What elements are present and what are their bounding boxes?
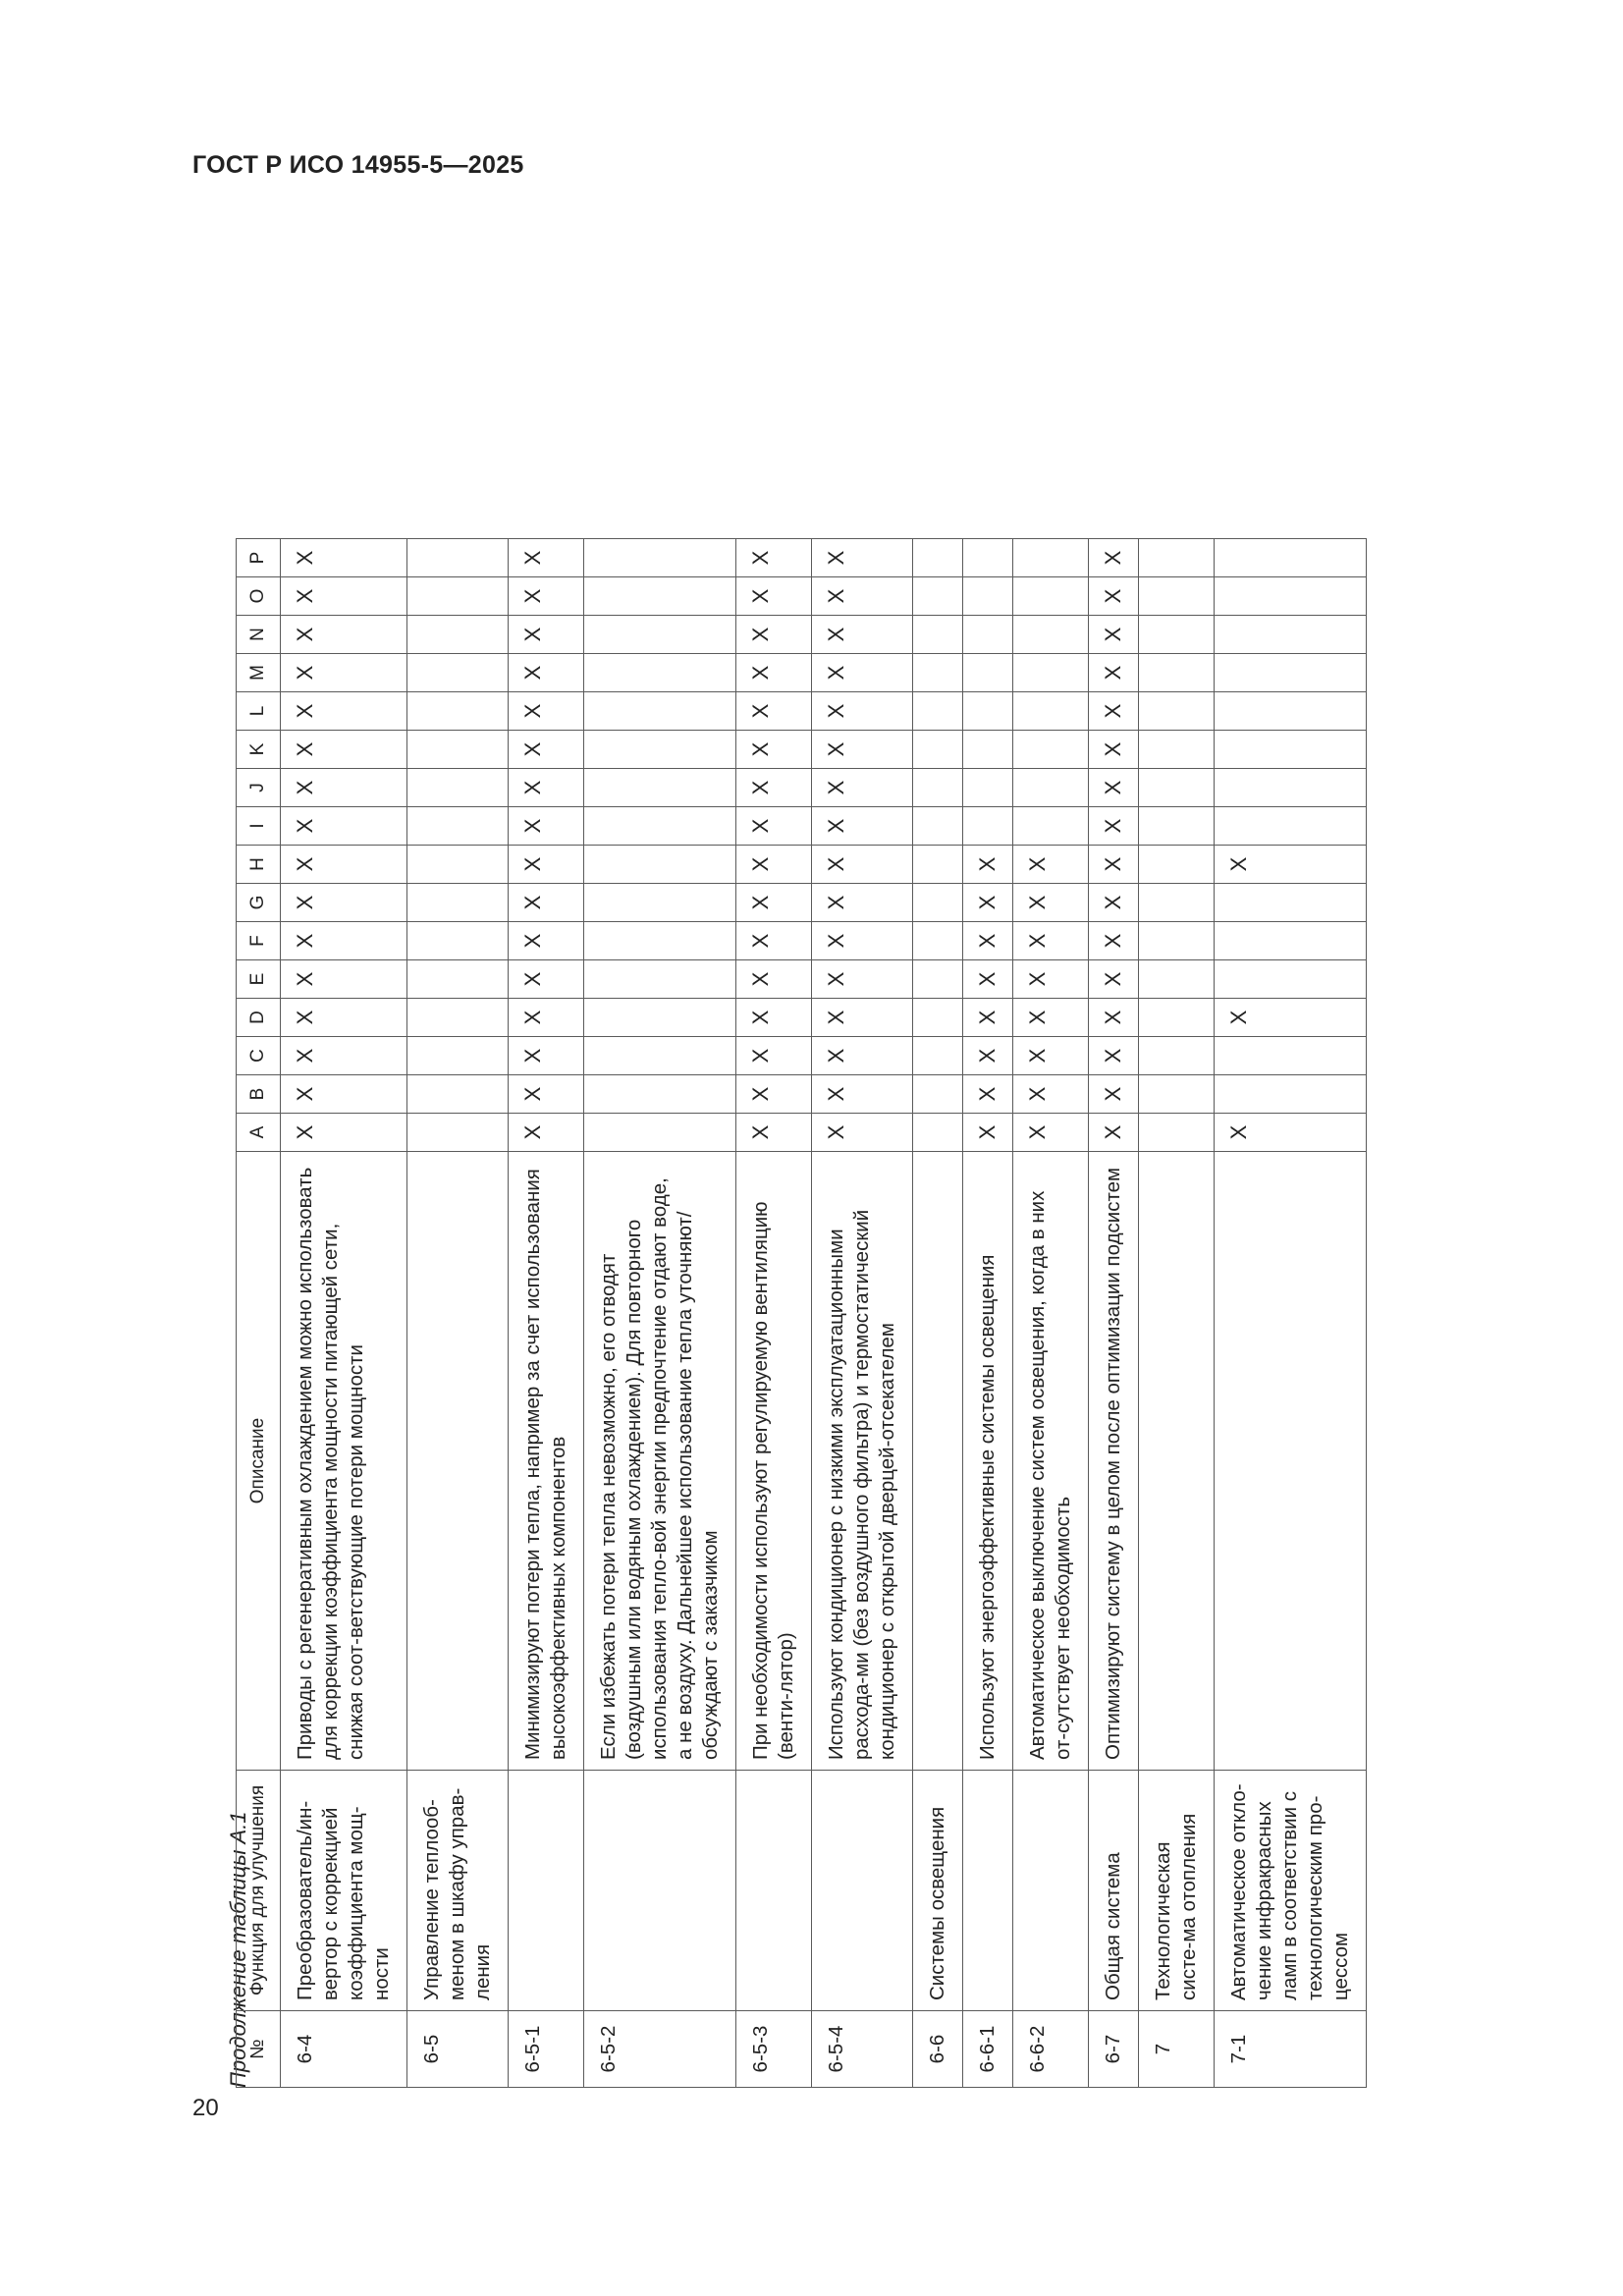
row-mark <box>407 807 509 846</box>
row-mark <box>1139 999 1215 1037</box>
row-mark: X <box>1013 922 1089 960</box>
row-mark <box>407 769 509 807</box>
header-letter-e: E <box>237 960 281 999</box>
row-mark <box>913 577 963 616</box>
header-letter-n: N <box>237 616 281 654</box>
row-mark <box>1139 846 1215 884</box>
row-function: Технологическая систе-ма отопления <box>1139 1771 1215 2011</box>
header-letter-o: O <box>237 577 281 616</box>
row-mark <box>1139 539 1215 577</box>
row-mark: X <box>281 960 407 999</box>
row-mark: X <box>963 1114 1013 1152</box>
row-mark <box>913 807 963 846</box>
header-letter-k: K <box>237 731 281 769</box>
table-row <box>963 539 1013 2088</box>
row-mark <box>913 654 963 692</box>
row-mark <box>1139 616 1215 654</box>
row-mark <box>584 692 736 731</box>
row-mark <box>1013 577 1089 616</box>
row-mark <box>1139 654 1215 692</box>
row-mark: X <box>812 960 913 999</box>
row-mark: X <box>1089 1114 1139 1152</box>
row-mark <box>913 769 963 807</box>
row-mark: X <box>509 1114 584 1152</box>
table-row <box>281 539 407 2088</box>
row-mark: X <box>281 1037 407 1075</box>
row-mark: X <box>1013 884 1089 922</box>
row-mark: X <box>509 769 584 807</box>
row-description <box>407 1152 509 1771</box>
row-mark <box>584 846 736 884</box>
row-mark <box>1013 692 1089 731</box>
row-mark: X <box>509 577 584 616</box>
header-letter-a: A <box>237 1114 281 1152</box>
row-mark <box>1139 1114 1215 1152</box>
table-row <box>1139 539 1215 2088</box>
row-mark: X <box>963 884 1013 922</box>
row-mark: X <box>812 731 913 769</box>
row-mark <box>1139 1075 1215 1114</box>
header-letter-l: L <box>237 692 281 731</box>
row-description: Оптимизируют систему в целом после оптимизации подсистем <box>1089 1152 1139 1771</box>
row-mark <box>407 999 509 1037</box>
row-mark: X <box>281 616 407 654</box>
row-mark: X <box>281 539 407 577</box>
row-mark <box>1215 654 1367 692</box>
row-mark <box>1215 884 1367 922</box>
row-number: 6-6-2 <box>1013 2011 1089 2088</box>
header-letter-b: B <box>237 1075 281 1114</box>
row-mark <box>407 846 509 884</box>
row-mark <box>1215 616 1367 654</box>
row-mark: X <box>1013 999 1089 1037</box>
row-number: 6-6 <box>913 2011 963 2088</box>
row-mark: X <box>509 654 584 692</box>
row-mark <box>407 539 509 577</box>
row-mark <box>584 1075 736 1114</box>
row-mark: X <box>812 577 913 616</box>
row-mark: X <box>281 577 407 616</box>
header-letter-j: J <box>237 769 281 807</box>
row-mark <box>584 731 736 769</box>
row-mark <box>584 1037 736 1075</box>
row-mark <box>407 616 509 654</box>
row-mark <box>963 731 1013 769</box>
row-mark: X <box>963 960 1013 999</box>
row-mark <box>963 807 1013 846</box>
row-description: Используют энергоэффективные системы освещения <box>963 1152 1013 1771</box>
row-mark: X <box>963 1037 1013 1075</box>
header-letter-p: P <box>237 539 281 577</box>
row-mark <box>1013 807 1089 846</box>
row-number: 6-5-3 <box>736 2011 812 2088</box>
row-mark <box>963 539 1013 577</box>
row-mark: X <box>963 846 1013 884</box>
row-function <box>1013 1771 1089 2011</box>
row-mark: X <box>736 654 812 692</box>
row-mark: X <box>736 1075 812 1114</box>
row-description: Если избежать потери тепла невозможно, его отводят (воздушным или водяным охлаждением). Для повторного использования тепло-вой энергии предпочтение отдают воде, а не воздуху. Дальнейшее использование тепла уточняют/обсуждают с заказчиком <box>584 1152 736 1771</box>
row-mark: X <box>1215 999 1367 1037</box>
header-letter-f: F <box>237 922 281 960</box>
row-mark <box>963 769 1013 807</box>
row-mark: X <box>736 846 812 884</box>
row-mark <box>584 539 736 577</box>
row-mark: X <box>736 999 812 1037</box>
row-mark: X <box>812 692 913 731</box>
row-mark: X <box>736 884 812 922</box>
row-mark <box>1139 577 1215 616</box>
row-mark: X <box>1089 577 1139 616</box>
row-mark <box>1139 692 1215 731</box>
row-mark: X <box>736 731 812 769</box>
row-mark <box>1215 922 1367 960</box>
row-mark: X <box>509 807 584 846</box>
header-letter-i: I <box>237 807 281 846</box>
row-mark <box>913 1037 963 1075</box>
row-mark: X <box>736 539 812 577</box>
row-mark <box>1139 807 1215 846</box>
row-function: Системы освещения <box>913 1771 963 2011</box>
row-function <box>584 1771 736 2011</box>
row-mark <box>963 692 1013 731</box>
header-no: № <box>237 2011 281 2088</box>
row-mark <box>1013 654 1089 692</box>
header-description: Описание <box>237 1152 281 1771</box>
row-mark: X <box>812 654 913 692</box>
row-mark: X <box>509 884 584 922</box>
row-mark <box>407 731 509 769</box>
row-mark: X <box>963 922 1013 960</box>
row-mark <box>1215 731 1367 769</box>
row-mark: X <box>1089 539 1139 577</box>
row-mark: X <box>1089 692 1139 731</box>
row-mark: X <box>812 922 913 960</box>
row-number: 6-4 <box>281 2011 407 2088</box>
row-mark <box>1139 884 1215 922</box>
table-header-row <box>237 539 281 2088</box>
header-letter-d: D <box>237 999 281 1037</box>
table-row <box>584 539 736 2088</box>
row-mark <box>913 692 963 731</box>
row-mark: X <box>736 1114 812 1152</box>
table-row <box>407 539 509 2088</box>
row-mark: X <box>1215 1114 1367 1152</box>
row-mark: X <box>736 922 812 960</box>
table-row <box>1215 539 1367 2088</box>
row-mark <box>1139 769 1215 807</box>
row-mark <box>1215 807 1367 846</box>
row-mark <box>584 922 736 960</box>
row-mark: X <box>281 846 407 884</box>
row-mark <box>1013 769 1089 807</box>
row-mark <box>913 616 963 654</box>
document-header: ГОСТ Р ИСО 14955-5—2025 <box>192 151 524 179</box>
row-mark <box>407 654 509 692</box>
row-mark <box>584 999 736 1037</box>
row-mark: X <box>1013 846 1089 884</box>
row-mark: X <box>509 999 584 1037</box>
row-mark <box>1139 1037 1215 1075</box>
page-number: 20 <box>192 2095 219 2121</box>
header-function: Функция для улучшения <box>237 1771 281 2011</box>
table-row <box>736 539 812 2088</box>
row-mark <box>913 999 963 1037</box>
row-mark: X <box>963 999 1013 1037</box>
row-function: Общая система <box>1089 1771 1139 2011</box>
row-mark: X <box>509 539 584 577</box>
row-mark: X <box>736 960 812 999</box>
row-mark: X <box>812 616 913 654</box>
row-mark <box>1139 960 1215 999</box>
row-mark: X <box>736 616 812 654</box>
row-number: 7-1 <box>1215 2011 1367 2088</box>
table-row <box>1089 539 1139 2088</box>
row-function <box>812 1771 913 2011</box>
row-mark <box>913 846 963 884</box>
row-mark: X <box>736 807 812 846</box>
row-number: 6-5-4 <box>812 2011 913 2088</box>
row-description: При необходимости используют регулируемую вентиляцию (венти-лятор) <box>736 1152 812 1771</box>
row-mark <box>407 1114 509 1152</box>
row-mark: X <box>509 846 584 884</box>
row-mark <box>407 577 509 616</box>
table-row <box>812 539 913 2088</box>
row-mark: X <box>1089 731 1139 769</box>
row-mark: X <box>281 654 407 692</box>
row-mark: X <box>1089 1037 1139 1075</box>
row-mark <box>913 884 963 922</box>
row-mark <box>1139 731 1215 769</box>
row-mark <box>584 1114 736 1152</box>
header-letter-g: G <box>237 884 281 922</box>
row-mark: X <box>812 807 913 846</box>
table-caption: Продолжение таблицы А.1 <box>226 1811 250 2088</box>
row-mark: X <box>812 1037 913 1075</box>
row-number: 6-5 <box>407 2011 509 2088</box>
row-mark <box>407 1075 509 1114</box>
row-mark: X <box>812 884 913 922</box>
row-mark: X <box>1089 846 1139 884</box>
row-mark <box>1215 1037 1367 1075</box>
table-row <box>1013 539 1089 2088</box>
row-mark <box>1215 539 1367 577</box>
table-row <box>913 539 963 2088</box>
row-description <box>913 1152 963 1771</box>
row-description: Автоматическое выключение систем освещения, когда в них от-сутствует необходимость <box>1013 1152 1089 1771</box>
row-description <box>1215 1152 1367 1771</box>
row-mark: X <box>1013 1075 1089 1114</box>
row-mark: X <box>1089 616 1139 654</box>
row-mark: X <box>1089 922 1139 960</box>
row-mark <box>963 577 1013 616</box>
row-mark: X <box>1215 846 1367 884</box>
header-letter-m: M <box>237 654 281 692</box>
row-mark <box>584 807 736 846</box>
row-mark: X <box>281 731 407 769</box>
row-mark <box>963 616 1013 654</box>
row-mark: X <box>1089 769 1139 807</box>
row-mark <box>584 577 736 616</box>
row-mark: X <box>736 769 812 807</box>
row-mark <box>913 1075 963 1114</box>
header-letter-h: H <box>237 846 281 884</box>
header-letter-c: C <box>237 1037 281 1075</box>
row-mark: X <box>812 999 913 1037</box>
row-mark <box>407 692 509 731</box>
row-mark <box>913 922 963 960</box>
row-mark: X <box>509 960 584 999</box>
row-mark <box>913 731 963 769</box>
row-function: Преобразователь/ин-вертор с коррекцией коэффициента мощ-ности <box>281 1771 407 2011</box>
row-function: Управление теплооб-меном в шкафу управ-ления <box>407 1771 509 2011</box>
row-function <box>736 1771 812 2011</box>
row-mark <box>1215 1075 1367 1114</box>
row-description: Приводы с регенеративным охлаждением можно использовать для коррекции коэффициента мощности питающей сети, снижая соот-ветствующие потери мощности <box>281 1152 407 1771</box>
row-mark: X <box>1089 999 1139 1037</box>
row-mark: X <box>812 769 913 807</box>
row-mark <box>913 1114 963 1152</box>
row-mark: X <box>1013 1037 1089 1075</box>
row-description: Минимизируют потери тепла, например за счет использования высокоэффективных компонентов <box>509 1152 584 1771</box>
row-mark: X <box>736 692 812 731</box>
row-mark <box>584 654 736 692</box>
row-description: Используют кондиционер с низкими эксплуатационными расхода-ми (без воздушного фильтра) и термостатический кондиционер с открытой дверцей-отсекателем <box>812 1152 913 1771</box>
row-mark <box>1215 692 1367 731</box>
row-mark: X <box>1013 1114 1089 1152</box>
row-mark: X <box>281 692 407 731</box>
row-mark: X <box>1089 884 1139 922</box>
row-mark: X <box>736 577 812 616</box>
row-mark <box>584 769 736 807</box>
row-mark: X <box>281 999 407 1037</box>
row-mark: X <box>1089 654 1139 692</box>
row-mark: X <box>281 807 407 846</box>
row-function: Автоматическое откло-чение инфракрасных ламп в соответствии с технологическим про-цессом <box>1215 1771 1367 2011</box>
row-mark: X <box>1089 807 1139 846</box>
row-mark: X <box>812 539 913 577</box>
row-mark <box>584 884 736 922</box>
row-number: 6-7 <box>1089 2011 1139 2088</box>
row-mark <box>1215 960 1367 999</box>
row-mark: X <box>812 1075 913 1114</box>
row-mark <box>407 960 509 999</box>
row-mark: X <box>509 1075 584 1114</box>
row-number: 6-5-2 <box>584 2011 736 2088</box>
row-mark <box>963 654 1013 692</box>
row-mark <box>1013 731 1089 769</box>
row-number: 6-6-1 <box>963 2011 1013 2088</box>
row-mark <box>407 1037 509 1075</box>
row-mark: X <box>1089 1075 1139 1114</box>
row-mark <box>407 884 509 922</box>
row-mark: X <box>963 1075 1013 1114</box>
row-mark <box>1013 539 1089 577</box>
improvement-table <box>236 538 1367 2088</box>
row-mark: X <box>509 1037 584 1075</box>
row-mark: X <box>509 692 584 731</box>
row-mark <box>584 960 736 999</box>
row-description <box>1139 1152 1215 1771</box>
row-mark: X <box>281 1075 407 1114</box>
row-mark: X <box>509 616 584 654</box>
row-mark <box>913 539 963 577</box>
row-mark: X <box>509 922 584 960</box>
row-mark <box>1215 577 1367 616</box>
row-mark <box>1013 616 1089 654</box>
row-mark: X <box>812 1114 913 1152</box>
row-mark: X <box>281 922 407 960</box>
row-function <box>963 1771 1013 2011</box>
row-mark: X <box>281 769 407 807</box>
row-mark <box>913 960 963 999</box>
rotated-table-area <box>214 232 1422 2088</box>
row-number: 6-5-1 <box>509 2011 584 2088</box>
row-mark: X <box>1013 960 1089 999</box>
row-mark: X <box>1089 960 1139 999</box>
row-mark <box>584 616 736 654</box>
row-mark: X <box>736 1037 812 1075</box>
row-number: 7 <box>1139 2011 1215 2088</box>
row-mark <box>407 922 509 960</box>
row-mark: X <box>281 1114 407 1152</box>
row-mark <box>1215 769 1367 807</box>
table-row <box>509 539 584 2088</box>
row-function <box>509 1771 584 2011</box>
row-mark: X <box>509 731 584 769</box>
row-mark <box>1139 922 1215 960</box>
row-mark: X <box>281 884 407 922</box>
row-mark: X <box>812 846 913 884</box>
